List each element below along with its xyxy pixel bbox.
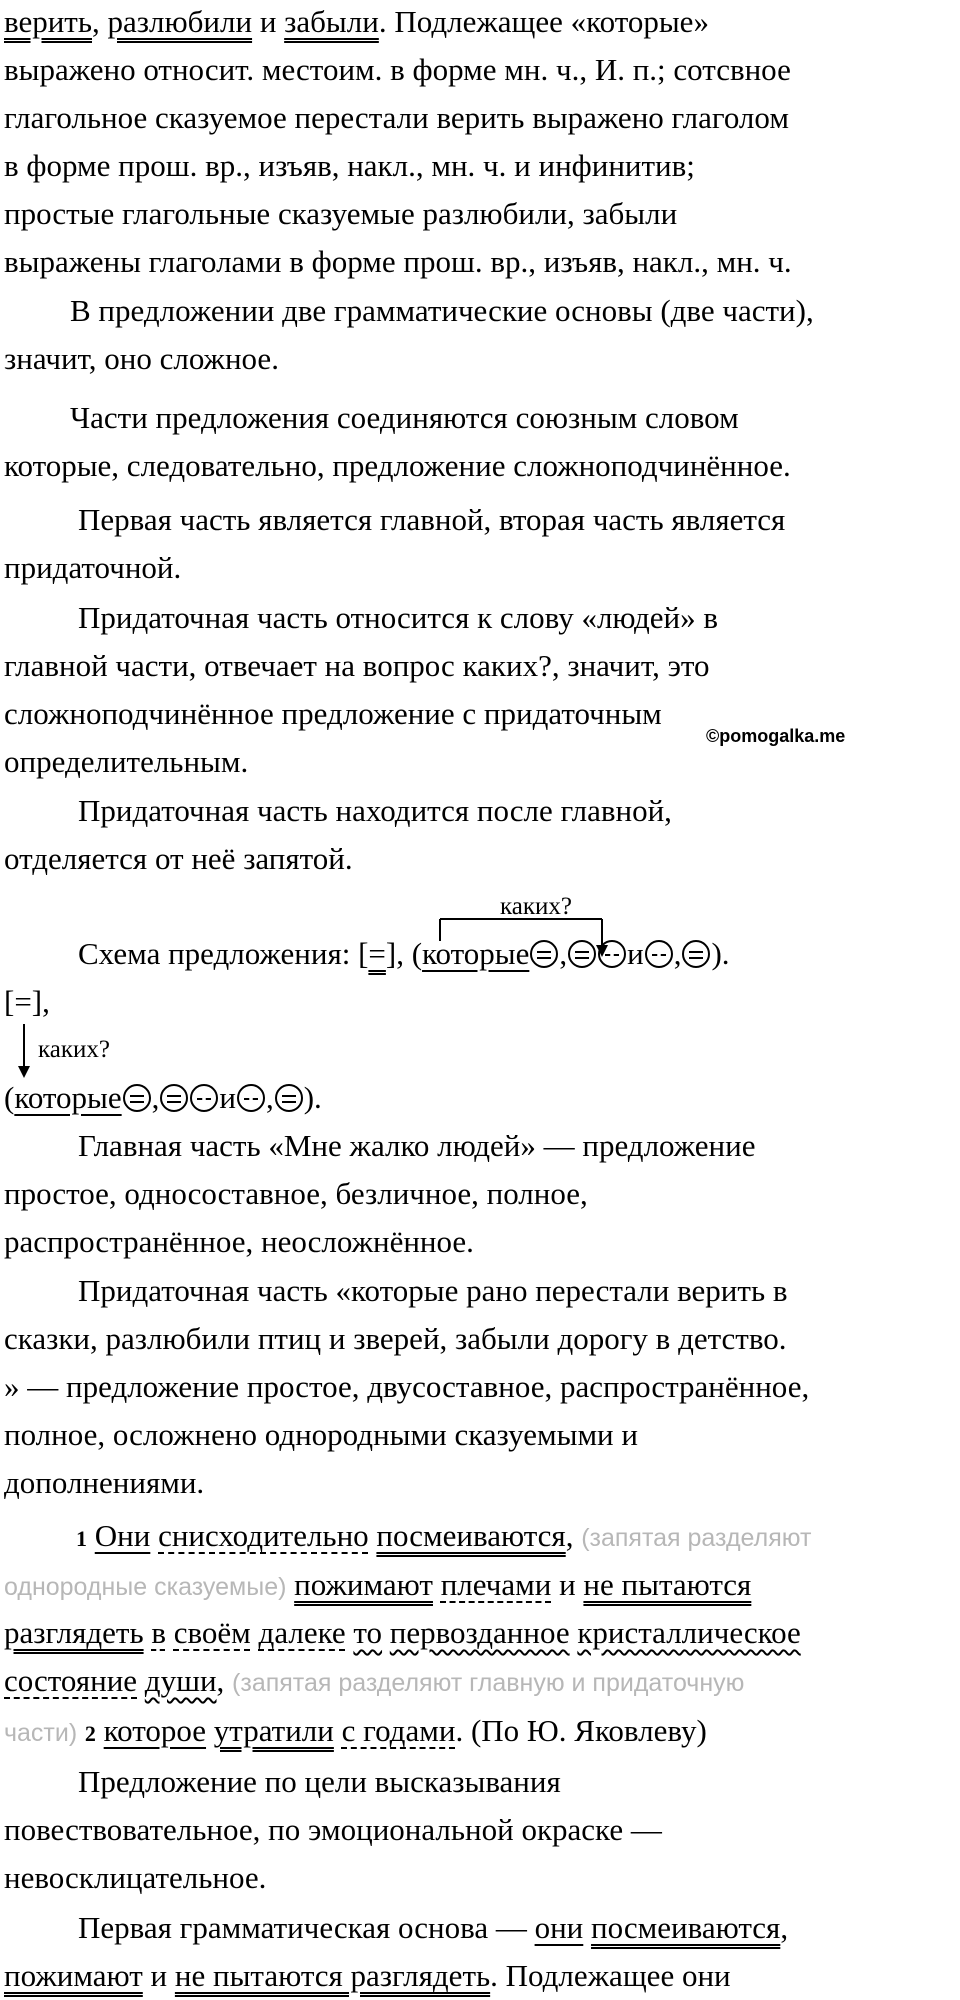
predicate-word: не пытаются разглядеть	[174, 1958, 491, 1993]
scheme-main-bracket: [=],	[4, 984, 50, 1019]
intro-line: в форме прош. вр., изъяв, накл., мн. ч. и инфинитив;	[4, 148, 695, 183]
predicate-razlyubili: разлюбили	[107, 4, 253, 39]
closing-line: пожимают и не пытаются разглядеть. Подлежащее они	[4, 1958, 731, 1993]
predicate-word: утратили	[213, 1713, 334, 1748]
subject-circle	[530, 940, 558, 968]
closing-line: Предложение по цели высказывания	[78, 1764, 561, 1799]
predicate-word: не пытаются	[583, 1567, 752, 1602]
paragraph-line: Первая часть является главной, вторая часть является	[78, 502, 786, 537]
analysis-line: Главная часть «Мне жалко людей» — предложение	[78, 1128, 756, 1163]
sentence-line-4: состояние души, (запятая разделяют главную и придаточную	[4, 1663, 745, 1698]
intro-line: глагольное сказуемое перестали верить выражено глаголом	[4, 100, 789, 135]
object-circle	[190, 1084, 218, 1112]
subject-circle	[123, 1084, 151, 1112]
watermark: ©pomogalka.me	[706, 726, 846, 746]
predicate-word: пожимают	[294, 1567, 433, 1602]
paragraph-line: значит, оно сложное.	[4, 341, 279, 376]
closing-line: повествовательное, по эмоциональной окраске —	[4, 1812, 662, 1847]
closing-line: Первая грамматическая основа — они посмеиваются,	[78, 1910, 789, 1945]
scheme-line: Схема предложения: [=], (которые , и , ).	[78, 936, 730, 971]
paragraph-line: Придаточная часть относится к слову «людей» в	[78, 600, 719, 635]
analysis-line: Придаточная часть «которые рано перестали верить в	[78, 1273, 788, 1308]
object-word: плечами	[440, 1567, 552, 1602]
analysis-line: распространённое, неосложнённое.	[4, 1224, 474, 1259]
object-circle	[237, 1084, 265, 1112]
paragraph-line: В предложении две грамматические основы (две части),	[70, 293, 814, 328]
object-word: состояние	[4, 1663, 138, 1698]
predicate-circle	[160, 1084, 188, 1112]
predicate-circle	[568, 940, 596, 968]
paragraph-line: Придаточная часть находится после главной,	[78, 793, 672, 828]
paragraph-line: Части предложения соединяются союзным словом	[70, 400, 739, 435]
gray-note: части)	[4, 1719, 78, 1747]
predicate-word: посмеиваются	[376, 1518, 566, 1553]
sentence-line-5: части) 2 которое утратили с годами. (По Ю. Яковлеву)	[4, 1713, 707, 1748]
scheme-vertical-line: (которые , и , ).	[4, 1080, 322, 1115]
analysis-line: » — предложение простое, двусоставное, распространённое,	[4, 1369, 810, 1404]
adverbial-word: с годами	[341, 1713, 456, 1748]
gray-note: (запятая разделяют	[581, 1524, 812, 1552]
sentence-line-1: 1 Они снисходительно посмеиваются, (запятая разделяют	[76, 1518, 812, 1553]
paragraph-line: отделяется от неё запятой.	[4, 841, 353, 876]
intro-line: выражено относит. местоим. в форме мн. ч., И. п.; сотсвное	[4, 52, 791, 87]
predicate-zabyli: забыли	[284, 4, 379, 39]
scheme-question-label: каких?	[500, 893, 572, 920]
analysis-line: простое, односоставное, безличное, полное,	[4, 1176, 588, 1211]
scheme-which-word: которые	[14, 1080, 122, 1115]
paragraph-line: придаточной.	[4, 550, 182, 585]
predicate-circle	[682, 940, 710, 968]
intro-first-line: верить, разлюбили и забыли. Подлежащее «которые»	[4, 4, 709, 39]
object-circle	[598, 940, 626, 968]
intro-line: выражены глаголами в форме прош. вр., изъяв, накл., мн. ч.	[4, 244, 792, 279]
subject-word: Они	[94, 1518, 151, 1553]
sentence-line-3: разглядеть в своём далеке то первозданное кристаллическое	[4, 1615, 801, 1650]
predicate-verit: верить	[4, 4, 92, 39]
predicate-word: пожимают	[4, 1958, 143, 1993]
subject-word: они	[534, 1910, 584, 1945]
intro-line: простые глагольные сказуемые разлюбили, забыли	[4, 196, 678, 231]
gray-note: однородные сказуемые)	[4, 1573, 287, 1601]
sentence-line-2: однородные сказуемые) пожимают плечами и не пытаются	[4, 1567, 752, 1602]
paragraph-line: сложноподчинённое предложение с придаточным	[4, 696, 662, 731]
predicate-word: разглядеть	[4, 1615, 144, 1650]
paragraph-line: главной части, отвечает на вопрос каких?, значит, это	[4, 648, 710, 683]
scheme-question-label: каких?	[38, 1036, 110, 1063]
closing-line: невосклицательное.	[4, 1860, 267, 1895]
attribute-word: души	[144, 1663, 217, 1698]
scheme-vertical-arrow	[14, 1024, 34, 1080]
predicate-circle	[275, 1084, 303, 1112]
analysis-line: сказки, разлюбили птиц и зверей, забыли дорогу в детство.	[4, 1321, 787, 1356]
adverbial-word: снисходительно	[158, 1518, 369, 1553]
paragraph-line: которые, следовательно, предложение сложноподчинённое.	[4, 448, 791, 483]
scheme-which-word: которые	[422, 936, 530, 971]
analysis-line: дополнениями.	[4, 1465, 205, 1500]
analysis-line: полное, осложнено однородными сказуемыми и	[4, 1417, 638, 1452]
object-circle	[645, 940, 673, 968]
paragraph-line: определительным.	[4, 744, 249, 779]
predicate-word: посмеиваются	[591, 1910, 781, 1945]
subject-word: которое	[103, 1713, 207, 1748]
gray-note: (запятая разделяют главную и придаточную	[232, 1669, 745, 1697]
